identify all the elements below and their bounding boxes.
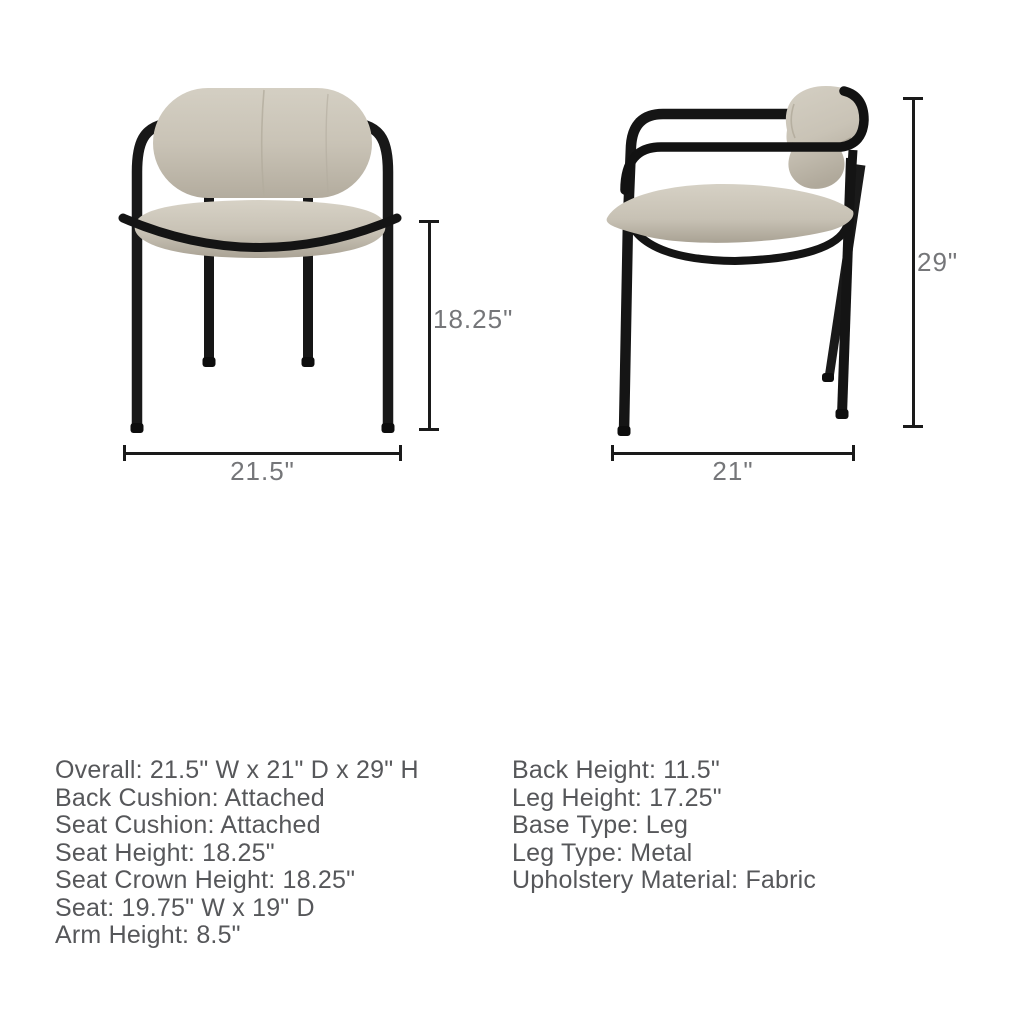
side-view-rear-legs (822, 150, 861, 419)
overall-width-dimension-label: 21.5" (230, 456, 295, 486)
spec-line: Arm Height: 8.5" (55, 921, 241, 949)
spec-line: Leg Height: 17.25" (512, 783, 722, 812)
spec-line: Leg Type: Metal (512, 838, 693, 867)
chair-side-view-illustration (595, 80, 885, 440)
spec-list-right (512, 757, 816, 895)
spec-line: Back Height: 11.5" (512, 756, 720, 784)
seat-height-dimension-label: 18.25" (433, 304, 514, 334)
spec-line: Overall: 21.5" W x 21" D x 29" H (55, 756, 419, 784)
spec-line: Seat: 19.75" W x 19" D (55, 893, 315, 922)
spec-list-left (55, 757, 419, 950)
spec-line: Seat Height: 18.25" (55, 838, 275, 867)
overall-depth-dimension-label: 21" (712, 456, 754, 486)
spec-line: Seat Cushion: Attached (55, 811, 321, 839)
side-view-frame-tubes (618, 114, 808, 436)
spec-line: Seat Crown Height: 18.25" (55, 866, 356, 894)
front-view-back-cushion (153, 88, 372, 198)
overall-height-dimension-label: 29" (917, 247, 959, 277)
spec-line: Upholstery Material: Fabric (512, 866, 817, 894)
spec-line: Base Type: Leg (512, 811, 689, 839)
chair-front-view-illustration (115, 80, 405, 440)
spec-line: Back Cushion: Attached (55, 783, 325, 812)
side-view-seat-cushion (607, 184, 854, 243)
